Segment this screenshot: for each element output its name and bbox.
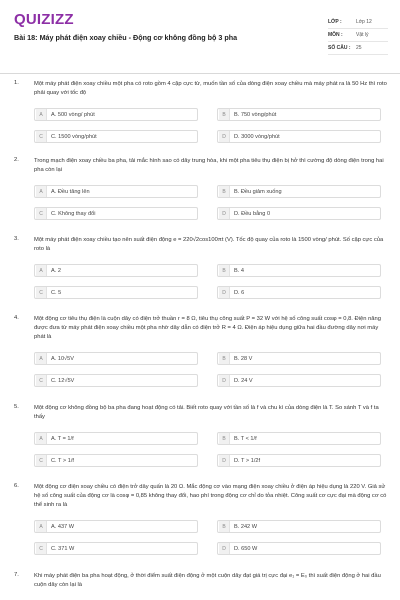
- option-d[interactable]: [217, 130, 381, 143]
- option-text: B. T < 1/f: [234, 435, 257, 442]
- question-number: 7.: [14, 572, 19, 578]
- option-text: A. 437 W: [51, 523, 75, 530]
- question-text: Một động cơ không đồng bộ ba pha đang hoạt động có tải. Biết roto quay với tần số là f và chu kì của dòng điện là T. So sánh T và f ta thấy: [34, 405, 379, 421]
- worksheet-meta: [328, 16, 388, 55]
- option-text: B. 750 vòng/phút: [234, 111, 277, 118]
- option-b[interactable]: [217, 108, 381, 121]
- meta-value: 25: [356, 45, 362, 51]
- option-c[interactable]: [34, 286, 198, 299]
- option-b[interactable]: [217, 520, 381, 533]
- option-text: B. Đều giảm xuống: [234, 188, 282, 195]
- option-a[interactable]: [34, 108, 198, 121]
- option-a[interactable]: [34, 185, 198, 198]
- option-text: B. 242 W: [234, 523, 258, 530]
- meta-value: Vật lý: [356, 32, 369, 38]
- option-a[interactable]: [34, 352, 198, 365]
- option-d[interactable]: [217, 454, 381, 467]
- option-text: D. 3000 vòng/phút: [234, 133, 280, 140]
- option-text: A. Đều tăng lên: [51, 188, 90, 195]
- option-letter: D: [219, 131, 230, 142]
- option-d[interactable]: [217, 374, 381, 387]
- question-number: 3.: [14, 236, 19, 242]
- option-letter: B: [219, 521, 230, 532]
- option-letter: C: [36, 287, 47, 298]
- option-b[interactable]: [217, 264, 381, 277]
- option-letter: C: [36, 375, 47, 386]
- option-text: C. 371 W: [51, 545, 75, 552]
- option-letter: D: [219, 208, 230, 219]
- option-text: C. Không thay đổi: [51, 210, 96, 217]
- option-letter: B: [219, 433, 230, 444]
- option-d[interactable]: [217, 286, 381, 299]
- option-a[interactable]: [34, 432, 198, 445]
- question-text: Một động cơ tiêu thụ điện là cuộn dây có điện trở thuần r = 8 Ω, tiêu thụ công suất P = 32 W với hệ số công suất cosφ = 0,8. Điện năng được đưa từ máy phát điện xoay chiều một pha nhờ dây dẫn có điện trở R = 4 Ω. Điện áp hiệu dụng giữa hai đầu đường dây nơi máy phát là: [34, 316, 381, 341]
- question-text: Một máy phát điện xoay chiều một pha có roto gồm 4 cặp cực từ, muốn tần số của dòng điện xoay chiều mà máy phát ra là 50 Hz thì roto phải quay với tốc độ: [34, 81, 387, 97]
- option-c[interactable]: [34, 542, 198, 555]
- option-text: D. 24 V: [234, 377, 253, 384]
- page-title: Bài 18: Máy phát điện xoay chiều - Động cơ không đồng bộ 3 pha: [14, 33, 238, 42]
- option-letter: A: [36, 353, 47, 364]
- option-letter: A: [36, 265, 47, 276]
- meta-value: Lớp 12: [356, 19, 372, 25]
- question-text: Một máy phát điện xoay chiều tạo nên suất điện động e = 220√2cos100πt (V). Tốc độ quay của roto là 1500 vòng/ phút. Số cặp cực của roto là: [34, 237, 384, 253]
- meta-label: SỐ CÂU :: [328, 45, 351, 51]
- option-b[interactable]: [217, 432, 381, 445]
- option-letter: C: [36, 455, 47, 466]
- question-text: Một động cơ điện xoay chiều có điện trở dây quấn là 20 Ω. Mắc động cơ vào mạng điện xoay chiều ở điện áp hiệu dụng là 220 V. Giả sử hệ số công suất của động cơ là cosφ = 0,85 không thay đổi, hao phí trong động cơ chỉ do tỏa nhiệt. Công suất cơ cực đại mà động cơ có thể sinh ra là: [34, 484, 387, 509]
- option-letter: B: [219, 186, 230, 197]
- question-text: Khi máy phát điện ba pha hoạt động, ở thời điểm suất điện động ở một cuộn dây đạt giá trị cực đại e₁ = E₀ thì suất điện động ở hai đầu cuộn dây còn lại là: [34, 573, 381, 589]
- meta-label: MÔN :: [328, 32, 343, 38]
- option-letter: A: [36, 521, 47, 532]
- question-number: 4.: [14, 315, 19, 321]
- option-letter: D: [219, 543, 230, 554]
- option-text: A. 500 vòng/ phút: [51, 111, 95, 118]
- meta-label: LỚP :: [328, 19, 342, 25]
- option-text: B. 4: [234, 267, 244, 274]
- option-letter: C: [36, 208, 47, 219]
- option-letter: C: [36, 131, 47, 142]
- option-c[interactable]: [34, 207, 198, 220]
- option-text: A. T = 1/f: [51, 435, 74, 442]
- option-letter: B: [219, 353, 230, 364]
- option-letter: B: [219, 265, 230, 276]
- option-letter: D: [219, 455, 230, 466]
- option-a[interactable]: [34, 520, 198, 533]
- question-number: 1.: [14, 80, 19, 86]
- question-number: 2.: [14, 157, 19, 163]
- meta-row-subject: [328, 29, 388, 42]
- question-number: 6.: [14, 483, 19, 489]
- option-letter: A: [36, 433, 47, 444]
- option-letter: D: [219, 375, 230, 386]
- option-d[interactable]: [217, 542, 381, 555]
- option-text: C. T > 1/f: [51, 457, 74, 464]
- meta-row-count: [328, 42, 388, 55]
- meta-row-class: [328, 16, 388, 29]
- option-b[interactable]: [217, 352, 381, 365]
- option-letter: A: [36, 186, 47, 197]
- option-letter: C: [36, 543, 47, 554]
- option-c[interactable]: [34, 454, 198, 467]
- option-c[interactable]: [34, 130, 198, 143]
- option-letter: B: [219, 109, 230, 120]
- option-text: D. T > 1/2f: [234, 457, 261, 464]
- option-text: A. 2: [51, 267, 61, 274]
- question-text: Trong mạch điện xoay chiều ba pha, tải mắc hình sao có dây trung hòa, khi một pha tiêu thụ điện bị hở thì cường độ dòng điện trong hai pha còn lại: [34, 158, 384, 174]
- option-text: D. 650 W: [234, 545, 258, 552]
- option-letter: A: [36, 109, 47, 120]
- option-b[interactable]: [217, 185, 381, 198]
- quizizz-logo: QUIZIZZ: [14, 11, 74, 28]
- option-text: D. Đều bằng 0: [234, 210, 271, 217]
- option-letter: D: [219, 287, 230, 298]
- option-text: C. 5: [51, 289, 62, 296]
- option-text: C. 12√5V: [51, 377, 75, 384]
- option-c[interactable]: [34, 374, 198, 387]
- worksheet-header: [0, 0, 400, 74]
- option-text: A. 10√5V: [51, 355, 74, 362]
- option-a[interactable]: [34, 264, 198, 277]
- option-d[interactable]: [217, 207, 381, 220]
- option-text: B. 28 V: [234, 355, 253, 362]
- option-text: D. 6: [234, 289, 245, 296]
- option-text: C. 1500 vòng/phút: [51, 133, 97, 140]
- question-number: 5.: [14, 404, 19, 410]
